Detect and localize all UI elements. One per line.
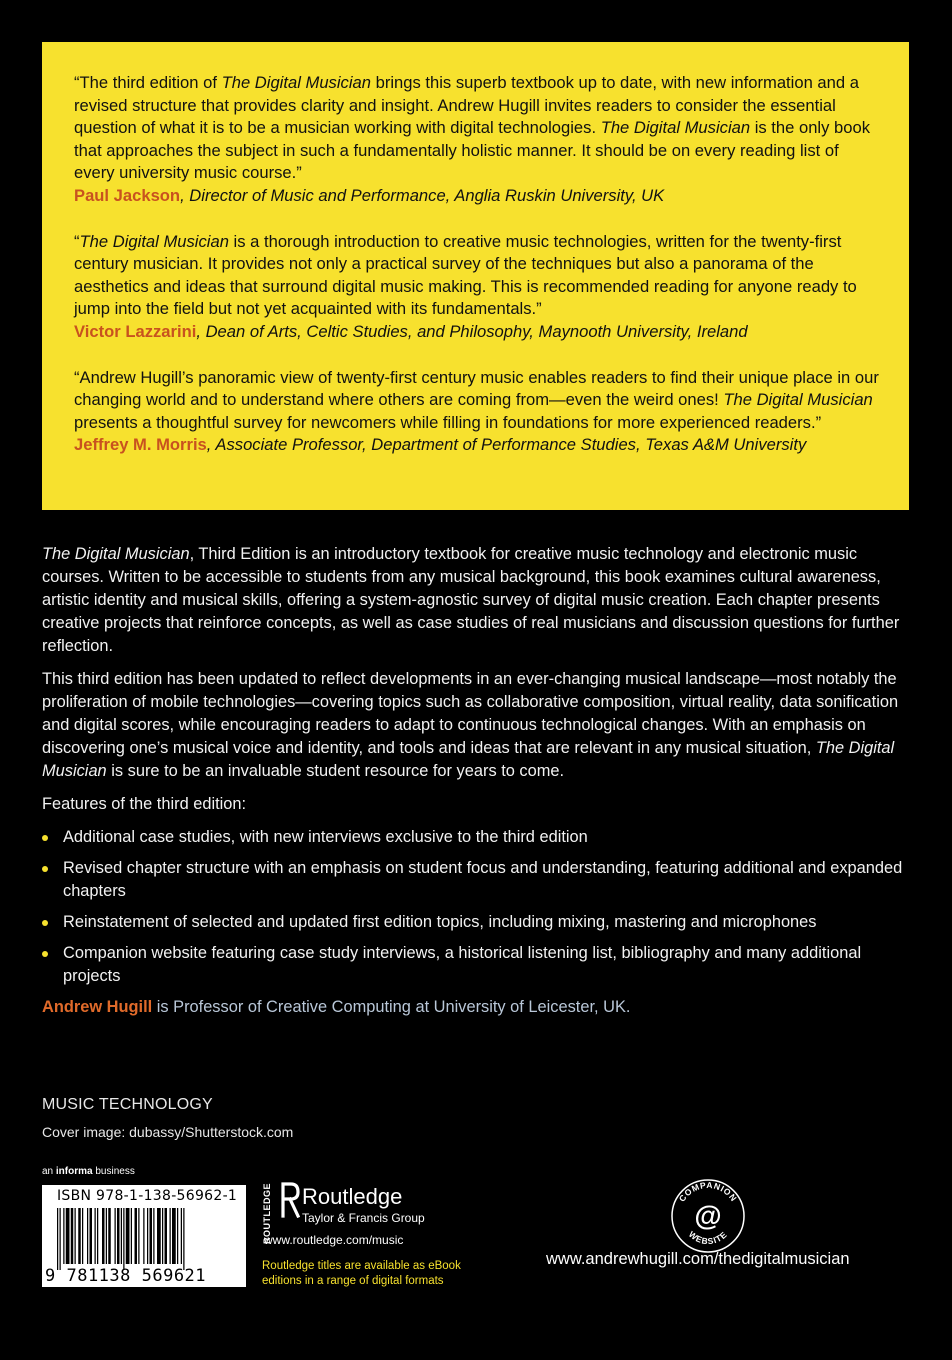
barcode-bar bbox=[121, 1208, 122, 1264]
list-item bbox=[42, 942, 912, 988]
endorsement-quote-2 bbox=[74, 231, 879, 344]
book-title-italic: The Digital Musician bbox=[42, 545, 190, 563]
isbn-number: ISBN 978-1-138-56962-1 bbox=[57, 1188, 238, 1204]
isbn-barcode bbox=[42, 1185, 246, 1287]
barcode-bar bbox=[157, 1208, 161, 1264]
barcode-bar bbox=[183, 1208, 184, 1270]
endorsement-quote-3 bbox=[74, 367, 879, 457]
barcode-bar bbox=[90, 1208, 93, 1264]
svg-text:WEBSITE bbox=[687, 1229, 729, 1246]
endorsement-quote-1 bbox=[74, 72, 879, 208]
book-title-italic: The Digital Musician bbox=[723, 390, 873, 410]
bullet-icon bbox=[42, 835, 48, 841]
quote-text: presents a thoughtful survey for newcomers while filling in foundations for more experienced readers.” bbox=[74, 412, 822, 432]
book-title-italic: The Digital Musician bbox=[79, 231, 229, 251]
barcode-bar bbox=[115, 1208, 116, 1264]
barcode-bar bbox=[108, 1208, 111, 1264]
barcode-bar bbox=[87, 1208, 88, 1264]
barcode-bar bbox=[138, 1208, 139, 1264]
ebook-note: Routledge titles are available as eBook editions in a range of digital formats bbox=[262, 1260, 461, 1287]
feature-text: Companion website featuring case study interviews, a historical listening list, bibliography and many additional projects bbox=[63, 944, 862, 985]
barcode-bar bbox=[147, 1208, 148, 1264]
author-bio bbox=[42, 996, 912, 1019]
barcode-bar bbox=[106, 1208, 107, 1264]
publisher-group: Taylor & Francis Group bbox=[302, 1211, 425, 1225]
description-text: , Third Edition is an introductory textbook for creative music technology and electronic music courses. Written to be accessible to students from any musical background, this book examines cultural awareness, artistic identity and musical skills, offering a system-agnostic survey of digital music creation. Each chapter presents creative projects that reinforce concepts, as well as case studies of real musicians and discussion questions for further reflection. bbox=[42, 545, 900, 655]
routledge-r-logo-icon bbox=[280, 1182, 300, 1218]
barcode-bar bbox=[102, 1208, 105, 1264]
quote-text: “ bbox=[74, 231, 80, 251]
barcode-bar bbox=[63, 1208, 64, 1264]
barcode-bar bbox=[82, 1208, 83, 1264]
barcode-bar bbox=[60, 1208, 61, 1270]
book-title-italic: The Digital Musician bbox=[600, 118, 751, 138]
barcode-bar bbox=[131, 1208, 132, 1264]
list-item bbox=[42, 911, 912, 934]
informa-business-tag bbox=[42, 1166, 135, 1177]
barcode-bar bbox=[71, 1208, 74, 1264]
bullet-icon bbox=[42, 951, 48, 957]
barcode-bar bbox=[172, 1208, 176, 1264]
description-text: is sure to be an invaluable student resource for years to come. bbox=[106, 762, 565, 780]
barcode-bar bbox=[66, 1208, 70, 1264]
barcode-bar bbox=[75, 1208, 76, 1264]
bullet-icon bbox=[42, 920, 48, 926]
companion-website-badge-icon bbox=[670, 1178, 746, 1254]
feature-text: Additional case studies, with new interviews exclusive to the third edition bbox=[63, 828, 588, 846]
barcode-bar bbox=[135, 1208, 138, 1264]
barcode-bar bbox=[162, 1208, 163, 1264]
quote-attribution bbox=[74, 434, 879, 457]
book-description bbox=[42, 543, 912, 1029]
list-item bbox=[42, 857, 912, 903]
barcode-bar bbox=[177, 1208, 178, 1264]
barcode-bar bbox=[95, 1208, 96, 1264]
publisher-name: Routledge bbox=[302, 1184, 403, 1209]
quote-text: “Andrew Hugill’s panoramic view of twenty-first century music enables readers to find their unique place in our changing world and to understand where others are coming from—even the weird ones! bbox=[74, 367, 879, 410]
publisher-url[interactable]: www.routledge.com/music bbox=[264, 1233, 404, 1247]
barcode-bar bbox=[78, 1208, 81, 1264]
barcode-bars bbox=[57, 1208, 241, 1270]
quote-text: brings this superb textbook up to date, with new information and a revised structure that provides clarity and insight. Andrew Hugill invites readers to consider the essential question of what it is to be a musician working with digital technologies. bbox=[74, 73, 859, 138]
barcode-bar bbox=[123, 1208, 124, 1270]
author-name: Jeffrey M. Morris bbox=[74, 435, 207, 455]
badge-top-text: COMPANION bbox=[676, 1179, 740, 1204]
barcode-bar bbox=[143, 1208, 144, 1264]
ean-digits: 9 781138 569621 bbox=[45, 1266, 207, 1286]
quote-attribution bbox=[74, 321, 879, 344]
companion-website-url[interactable]: www.andrewhugill.com/thedigitalmusician bbox=[546, 1250, 850, 1268]
feature-text: Revised chapter structure with an emphasis on student focus and understanding, featuring additional and expanded chapters bbox=[63, 859, 903, 900]
quote-attribution bbox=[74, 185, 879, 208]
bullet-icon bbox=[42, 866, 48, 872]
barcode-bar bbox=[181, 1208, 182, 1264]
barcode-bar bbox=[117, 1208, 120, 1264]
informa-suffix: business bbox=[92, 1166, 135, 1177]
bio-text: is Professor of Creative Computing at University of Leicester, UK. bbox=[152, 998, 631, 1016]
barcode-bar bbox=[57, 1208, 58, 1270]
badge-at-symbol: @ bbox=[694, 1200, 722, 1231]
quote-text: is the only book that approaches the subject in such a fundamentally holistic manner. It should be on every reading list of every university music course.” bbox=[74, 118, 871, 183]
author-role: , Associate Professor, Department of Performance Studies, Texas A&M University bbox=[206, 435, 807, 455]
feature-text: Reinstatement of selected and updated first edition topics, including mixing, mastering and microphones bbox=[63, 913, 817, 931]
features-list bbox=[42, 826, 912, 988]
publisher-vertical-wordmark: ROUTLEDGE bbox=[262, 1182, 272, 1244]
subject-category: MUSIC TECHNOLOGY bbox=[42, 1096, 213, 1113]
author-name: Victor Lazzarini bbox=[74, 321, 197, 341]
barcode-bar bbox=[153, 1208, 154, 1264]
quote-text: “The third edition of bbox=[74, 73, 222, 92]
informa-word: informa bbox=[55, 1166, 93, 1177]
barcode-bar bbox=[150, 1208, 153, 1264]
barcode-bar bbox=[170, 1208, 171, 1264]
author-name: Paul Jackson bbox=[74, 185, 181, 205]
bio-author-name: Andrew Hugill bbox=[42, 998, 153, 1016]
book-title-italic: The Digital Musician bbox=[221, 73, 371, 92]
author-role: , Director of Music and Performance, Anglia Ruskin University, UK bbox=[180, 185, 665, 205]
list-item bbox=[42, 826, 912, 849]
features-heading: Features of the third edition: bbox=[42, 795, 247, 813]
informa-prefix: an bbox=[42, 1166, 56, 1177]
cover-image-credit: Cover image: dubassy/Shutterstock.com bbox=[42, 1124, 294, 1140]
description-paragraph-1 bbox=[42, 543, 912, 658]
description-text: This third edition has been updated to reflect developments in an ever-changing musical landscape—most notably the proliferation of mobile technologies—covering topics such as collaborative composition, virtual reality, data sonification and digital scores, while encouraging readers to adapt to continuous technological changes. With an emphasis on discovering one’s musical voice and identity, and tools and ideas that are relevant in any musical situation, bbox=[42, 670, 899, 757]
barcode-bar bbox=[126, 1208, 130, 1264]
author-role: , Dean of Arts, Celtic Studies, and Philosophy, Maynooth University, Ireland bbox=[196, 321, 748, 341]
badge-bottom-text: WEBSITE bbox=[686, 1229, 730, 1247]
book-title-italic: The Digital Musician bbox=[42, 739, 895, 780]
barcode-bar bbox=[97, 1208, 98, 1264]
description-paragraph-2 bbox=[42, 668, 912, 783]
endorsement-box bbox=[42, 42, 909, 510]
quote-text: is a thorough introduction to creative music technologies, written for the twenty-first century musician. It provides not only a practical survey of the techniques but also a panorama of the aesthetics and ideas that surround digital music making. This is recommended reading for anyone ready to jump into the field but not yet acquainted with its fundamentals.” bbox=[74, 231, 857, 319]
barcode-bar bbox=[165, 1208, 168, 1264]
